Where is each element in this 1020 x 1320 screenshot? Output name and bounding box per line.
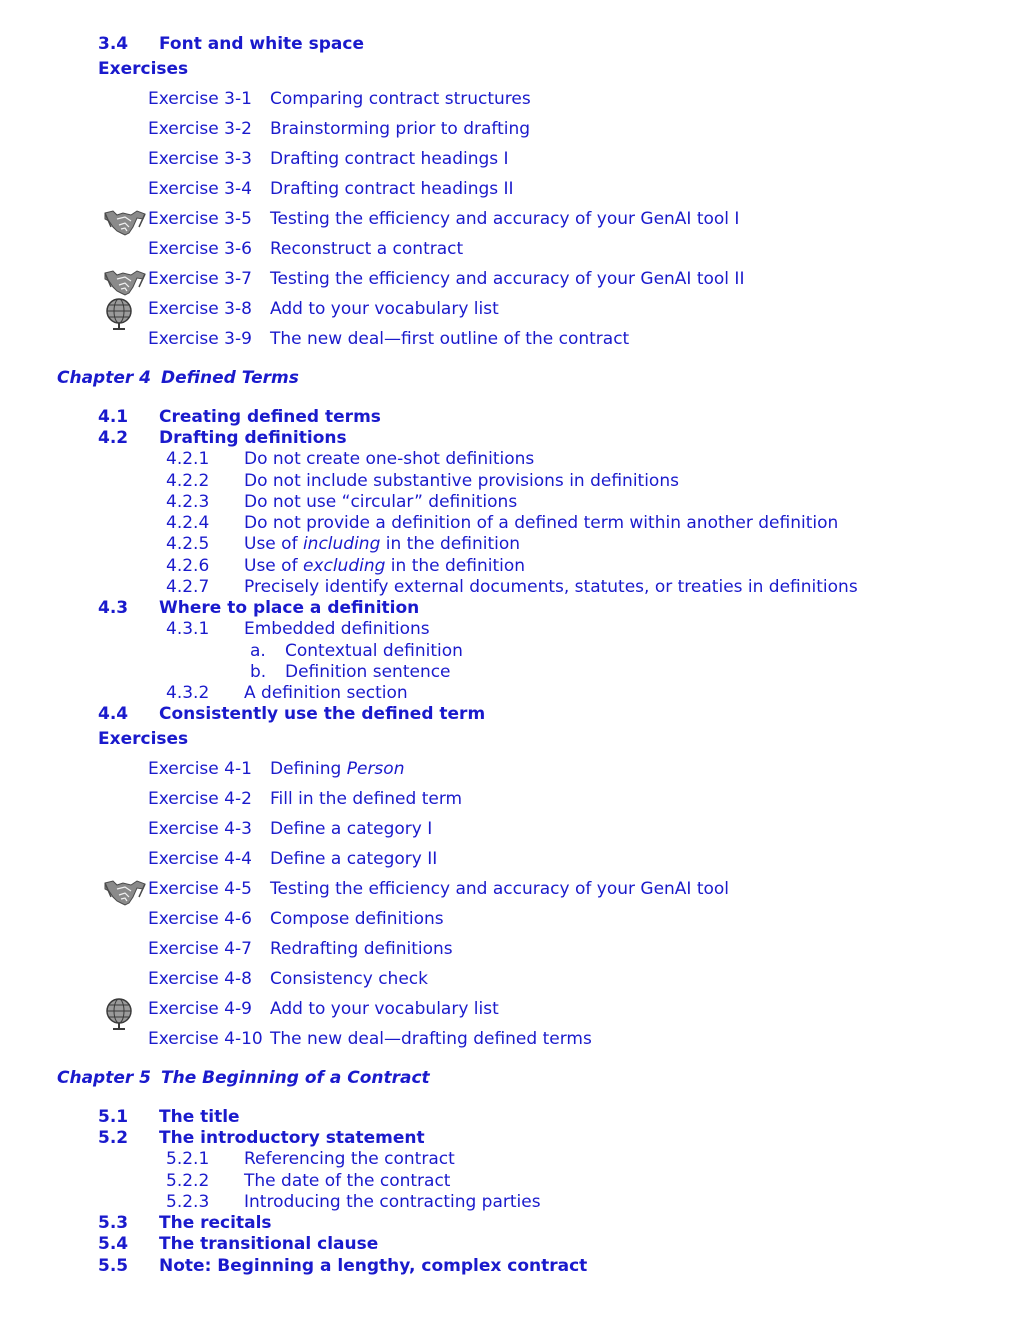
section-number: 5.4 (98, 1234, 129, 1254)
section-number: 4.2 (98, 428, 129, 448)
exercise-number: Exercise 3-4 (148, 179, 252, 199)
item-title: Definition sentence (285, 662, 451, 682)
exercise-title: Consistency check (270, 969, 428, 989)
exercise-title (270, 758, 404, 780)
subsection-title (244, 555, 525, 577)
title-suffix: in the definition (380, 534, 521, 554)
exercise-title: The new deal—first outline of the contract (270, 329, 630, 349)
exercise-number: Exercise 4-7 (148, 939, 252, 959)
section-title: The title (159, 1107, 240, 1127)
subsection-title: Do not use “circular” definitions (244, 492, 518, 512)
globe-icon (103, 996, 137, 1032)
exercise-number: Exercise 4-1 (148, 759, 252, 779)
exercise-number: Exercise 3-6 (148, 239, 252, 259)
title-prefix: Use of (244, 556, 303, 576)
subsection-number: 5.2.3 (166, 1192, 210, 1212)
subsection-title: Do not provide a definition of a defined term within another definition (244, 513, 839, 533)
exercise-number: Exercise 4-9 (148, 999, 252, 1019)
section-title: Font and white space (159, 34, 364, 54)
exercise-title: Compose definitions (270, 909, 444, 929)
title-emphasis: Person (346, 759, 405, 779)
exercise-title: Drafting contract headings II (270, 179, 514, 199)
item-title: Contextual definition (285, 641, 463, 661)
exercise-title: Brainstorming prior to drafting (270, 119, 531, 139)
subsection-number: 4.2.3 (166, 492, 210, 512)
exercise-title: Define a category I (270, 819, 433, 839)
title-emphasis: excluding (302, 556, 386, 576)
exercise-number: Exercise 4-3 (148, 819, 252, 839)
exercise-title: Comparing contract structures (270, 89, 531, 109)
exercise-title: Testing the efficiency and accuracy of your GenAI tool I (270, 209, 740, 229)
subsection-title: Precisely identify external documents, statutes, or treaties in definitions (244, 577, 858, 597)
section-title: Note: Beginning a lengthy, complex contract (159, 1256, 588, 1276)
section-number: 5.5 (98, 1256, 129, 1276)
exercises-heading: Exercises (98, 59, 189, 79)
exercise-number: Exercise 3-8 (148, 299, 252, 319)
exercise-title: Testing the efficiency and accuracy of your GenAI tool II (270, 269, 745, 289)
exercise-number: Exercise 3-7 (148, 269, 252, 289)
section-title: Where to place a definition (159, 598, 420, 618)
title-emphasis: including (302, 534, 381, 554)
chapter-title: Defined Terms (161, 368, 299, 388)
exercise-title: Drafting contract headings I (270, 149, 509, 169)
subsection-number: 4.3.1 (166, 619, 210, 639)
section-number: 4.4 (98, 704, 129, 724)
item-letter: b. (250, 662, 267, 682)
subsection-number: 4.3.2 (166, 683, 210, 703)
section-title: Drafting definitions (159, 428, 347, 448)
section-number: 5.2 (98, 1128, 129, 1148)
exercises-heading: Exercises (98, 729, 189, 749)
subsection-title: A definition section (244, 683, 408, 703)
subsection-title: The date of the contract (244, 1171, 451, 1191)
title-suffix: in the definition (385, 556, 526, 576)
exercise-number: Exercise 4-6 (148, 909, 252, 929)
section-title: The introductory statement (159, 1128, 425, 1148)
exercise-number: Exercise 4-4 (148, 849, 252, 869)
handshake-icon (103, 205, 147, 241)
exercise-number: Exercise 4-2 (148, 789, 252, 809)
exercise-title: Define a category II (270, 849, 438, 869)
section-number: 4.3 (98, 598, 129, 618)
subsection-title: Embedded definitions (244, 619, 430, 639)
subsection-title: Introducing the contracting parties (244, 1192, 541, 1212)
exercise-title: Add to your vocabulary list (270, 299, 499, 319)
exercise-number: Exercise 3-2 (148, 119, 252, 139)
exercise-title: Reconstruct a contract (270, 239, 464, 259)
section-title: The recitals (159, 1213, 272, 1233)
exercise-number: Exercise 3-3 (148, 149, 252, 169)
exercise-number: Exercise 3-9 (148, 329, 252, 349)
exercise-title: Testing the efficiency and accuracy of your GenAI tool (270, 879, 730, 899)
subsection-number: 4.2.7 (166, 577, 210, 597)
exercise-number: Exercise 4-8 (148, 969, 252, 989)
subsection-number: 4.2.1 (166, 449, 210, 469)
item-letter: a. (250, 641, 266, 661)
globe-icon (103, 296, 137, 332)
chapter-label: Chapter 4 (57, 368, 152, 388)
exercise-title: The new deal—drafting defined terms (270, 1029, 592, 1049)
section-title: Creating defined terms (159, 407, 381, 427)
exercise-title: Redrafting definitions (270, 939, 453, 959)
handshake-icon (103, 875, 147, 911)
section-number: 5.3 (98, 1213, 129, 1233)
exercise-number: Exercise 4-10 (148, 1029, 263, 1049)
subsection-number: 4.2.6 (166, 556, 210, 576)
subsection-title: Do not include substantive provisions in definitions (244, 471, 679, 491)
subsection-title: Do not create one-shot definitions (244, 449, 535, 469)
exercise-title: Fill in the defined term (270, 789, 463, 809)
subsection-number: 4.2.5 (166, 534, 210, 554)
subsection-title: Referencing the contract (244, 1149, 455, 1169)
section-title: Consistently use the defined term (159, 704, 486, 724)
exercise-number: Exercise 3-5 (148, 209, 252, 229)
subsection-number: 4.2.2 (166, 471, 210, 491)
subsection-title (244, 533, 520, 555)
subsection-number: 5.2.1 (166, 1149, 210, 1169)
title-prefix: Defining (270, 759, 347, 779)
chapter-title: The Beginning of a Contract (161, 1068, 430, 1088)
section-number: 4.1 (98, 407, 129, 427)
exercise-number: Exercise 3-1 (148, 89, 252, 109)
exercise-title: Add to your vocabulary list (270, 999, 499, 1019)
subsection-number: 5.2.2 (166, 1171, 210, 1191)
subsection-number: 4.2.4 (166, 513, 210, 533)
exercise-number: Exercise 4-5 (148, 879, 252, 899)
section-title: The transitional clause (159, 1234, 379, 1254)
chapter-label: Chapter 5 (57, 1068, 152, 1088)
title-prefix: Use of (244, 534, 303, 554)
section-number: 5.1 (98, 1107, 129, 1127)
section-number: 3.4 (98, 34, 129, 54)
